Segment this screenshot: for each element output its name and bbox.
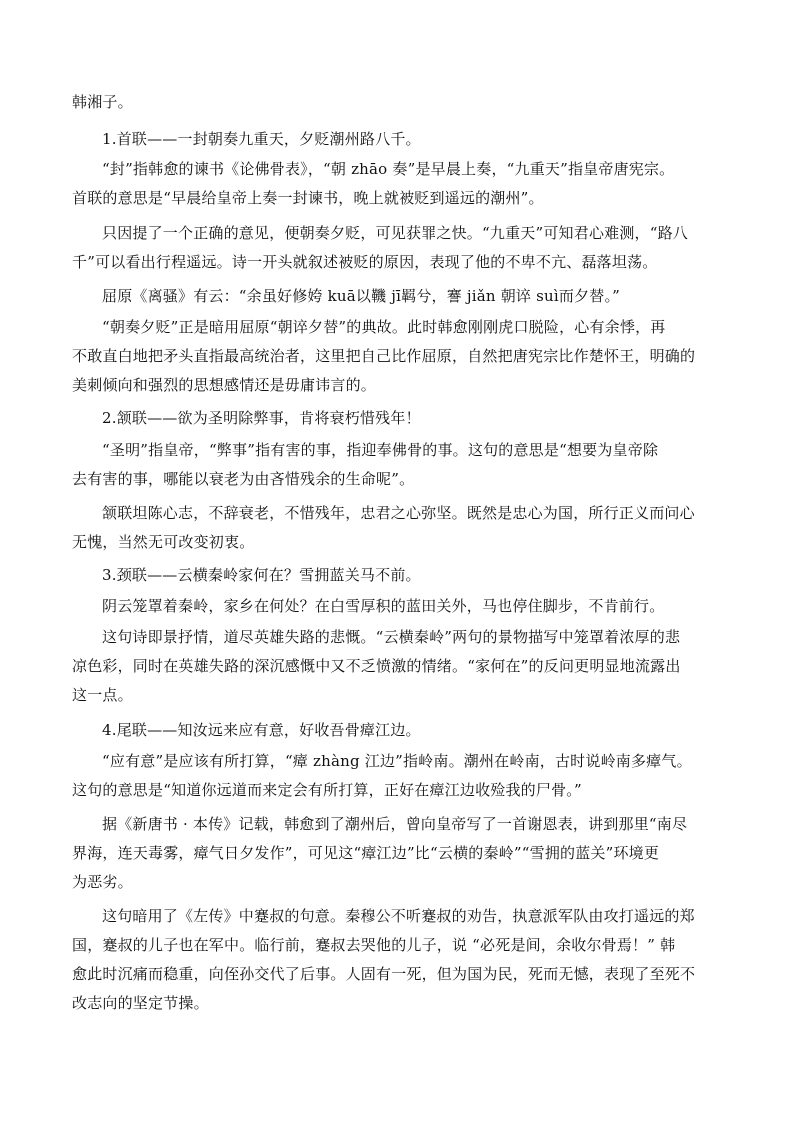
heading-third-couplet — [72, 561, 734, 590]
paragraph-third-couplet-translation — [72, 592, 734, 621]
text-line: 凉色彩，同时在英雄失路的深沉感慨中又不乏愤激的情绪。“家何在”的反问更明显地流露出 — [72, 657, 681, 675]
text-line: 这句的意思是“知道你远道而来定会有所打算，正好在瘴江边收殓我的尸骨。” — [72, 781, 582, 799]
text-line: 为恶劣。 — [72, 873, 133, 891]
text-line: 这句诗即景抒情，道尽英雄失路的悲慨。“云横秦岭”两句的景物描写中笼罩着浓厚的悲 — [102, 628, 681, 646]
text-line: 首联的意思是“早晨给皇帝上奏一封谏书，晚上就被贬到遥远的潮州”。 — [72, 189, 544, 207]
text-line: 国，蹇叔的儿子也在军中。临行前，蹇叔去哭他的儿子，说 “必死是间，余收尔骨焉！” 韩 — [72, 936, 676, 954]
text-line: 3.颈联——云横秦岭家何在？雪拥蓝关马不前。 — [102, 566, 421, 584]
text-line: “朝奏夕贬”正是暗用屈原“朝谇夕替”的典故。此时韩愈刚刚虎口脱险，心有余悸，再 — [102, 318, 666, 336]
heading-second-couplet — [72, 404, 734, 433]
paragraph-continuation — [72, 88, 734, 117]
text-line: 据《新唐书 · 本传》记载，韩愈到了潮州后，曾向皇帝写了一首谢恩表，讲到那里“南尽 — [102, 815, 688, 833]
text-line: 只因提了一个正确的意见，便朝奏夕贬，可见获罪之快。“九重天”可知君心难测，“路八 — [102, 224, 689, 242]
text-line: 去有害的事，哪能以衰老为由吝惜残余的生命呢”。 — [72, 470, 415, 488]
text-line: 4.尾联——知汝远来应有意，好收吾骨瘴江边。 — [102, 721, 421, 739]
text-line: “应有意”是应该有所打算，“瘴 zhàng 江边”指岭南。潮州在岭南，古时说岭南多瘴气。 — [102, 752, 692, 770]
paragraph-first-couplet-explanation — [72, 155, 734, 213]
paragraph-second-couplet-analysis — [72, 499, 734, 557]
text-line: 愈此时沉痛而稳重，向侄孙交代了后事。人固有一死，但为国为民，死而无憾，表现了至死不 — [72, 965, 696, 983]
text-line: 美刺倾向和强烈的思想感情还是毋庸讳言的。 — [72, 376, 377, 394]
text-line: 改志向的坚定节操。 — [72, 994, 209, 1012]
text-line: “封”指韩愈的谏书《论佛骨表》，“朝 zhāo 奏”是早晨上奏，“九重天”指皇帝唐宪宗。 — [102, 160, 675, 178]
text-line: 千”可以看出行程遥远。诗一开头就叙述被贬的原因，表现了他的不卑不亢、磊落坦荡。 — [72, 253, 658, 271]
text-line: 韩湘子。 — [72, 93, 133, 111]
text-line: 1.首联——一封朝奏九重天，夕贬潮州路八千。 — [102, 130, 421, 148]
paragraph-lisao-quote — [72, 282, 734, 311]
text-line: 阴云笼罩着秦岭，家乡在何处？在白雪厚积的蓝田关外，马也停住脚步，不肯前行。 — [102, 597, 665, 615]
text-line: 无愧，当然无可改变初衷。 — [72, 533, 255, 551]
paragraph-allusion — [72, 313, 734, 400]
text-line: 屈原《离骚》有云：“余虽好修姱 kuā以鞿 jī羁兮，謇 jiǎn 朝谇 suì而夕替。” — [102, 287, 621, 305]
text-line: 界海，连天毒雾，瘴气日夕发作”，可见这“瘴江边”比“云横的秦岭”“雪拥的蓝关”环境更 — [72, 844, 660, 862]
paragraph-fourth-couplet-explanation — [72, 747, 734, 805]
heading-first-couplet — [72, 125, 734, 154]
paragraph-third-couplet-analysis — [72, 623, 734, 710]
paragraph-first-couplet-analysis — [72, 219, 734, 277]
text-line: 这句暗用了《左传》中蹇叔的句意。秦穆公不听蹇叔的劝告，执意派军队由攻打遥远的郑 — [102, 907, 695, 925]
text-line: “圣明”指皇帝，“弊事”指有害的事，指迎奉佛骨的事。这句的意思是“想要为皇帝除 — [102, 441, 659, 459]
paragraph-new-tang-book — [72, 810, 734, 897]
paragraph-second-couplet-explanation — [72, 436, 734, 494]
text-line: 这一点。 — [72, 686, 133, 704]
text-line: 2.颔联——欲为圣明除弊事，肯将衰朽惜残年！ — [102, 409, 421, 427]
heading-fourth-couplet — [72, 716, 734, 745]
text-line: 颔联坦陈心志，不辞衰老，不惜残年，忠君之心弥坚。既然是忠心为国，所行正义而问心 — [102, 504, 695, 522]
text-line: 不敢直白地把矛头直指最高统治者，这里把自己比作屈原，自然把唐宪宗比作楚怀王，明确的 — [72, 347, 696, 365]
paragraph-zuozhuan-allusion — [72, 902, 734, 1018]
